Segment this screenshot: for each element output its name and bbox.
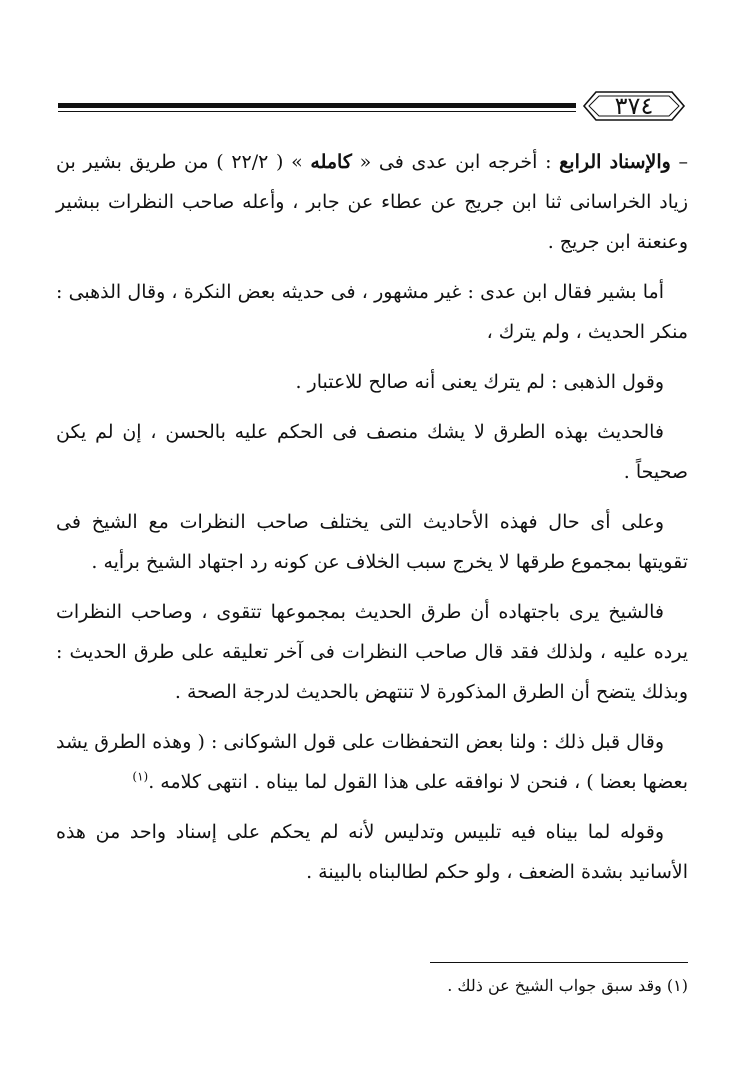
paragraph bbox=[56, 502, 688, 582]
paragraph-text: أما بشير فقال ابن عدى : غير مشهور ، فى حديثه بعض النكرة ، وقال الذهبى : منكر الحديث ، ولم يترك ، bbox=[56, 281, 688, 343]
paragraph bbox=[56, 142, 688, 262]
paragraph bbox=[56, 412, 688, 492]
paragraph-text: فالحديث بهذه الطرق لا يشك منصف فى الحكم عليه بالحسن ، إن لم يكن صحيحاً . bbox=[56, 421, 688, 483]
header-rule-thin bbox=[58, 111, 576, 112]
main-text bbox=[56, 142, 688, 902]
footnote-text: (١) وقد سبق جواب الشيخ عن ذلك . bbox=[447, 976, 688, 995]
footnote-reference[interactable]: (١) bbox=[132, 769, 149, 784]
page-number: ٣٧٤ bbox=[614, 92, 654, 120]
page-header bbox=[58, 88, 688, 124]
paragraph-lead: – bbox=[670, 151, 689, 173]
paragraph bbox=[56, 272, 688, 352]
section-heading: والإسناد الرابع bbox=[559, 151, 671, 173]
paragraph-text: : أخرجه ابن عدى فى « bbox=[351, 151, 560, 173]
paragraph-text: فالشيخ يرى باجتهاده أن طرق الحديث بمجموعها تتقوى ، وصاحب النظرات يرده عليه ، ولذلك فقد قال صاحب النظرات فى آخر تعليقه على طرق الحديث : وبذلك يتضح أن الطرق المذكورة لا تنتهض بالحديث لدرجة الصحة . bbox=[56, 601, 688, 703]
paragraph bbox=[56, 812, 688, 892]
paragraph bbox=[56, 362, 688, 402]
paragraph-text: وقول الذهبى : لم يترك يعنى أنه صالح للاعتبار . bbox=[295, 371, 664, 393]
footnote bbox=[56, 972, 688, 1000]
book-title: كامله bbox=[310, 151, 352, 173]
paragraph-text: وقوله لما بيناه فيه تلبيس وتدليس لأنه لم يحكم على إسناد واحد من هذه الأسانيد بشدة الضعف ، ولو حكم لطالبناه بالبينة . bbox=[56, 821, 688, 883]
paragraph bbox=[56, 592, 688, 712]
page-number-badge bbox=[580, 88, 688, 124]
paragraph bbox=[56, 722, 688, 802]
paragraph-text: وقال قبل ذلك : ولنا بعض التحفظات على قول الشوكانى : ( وهذه الطرق يشد بعضها بعضا ) ، فنحن لا نوافقه على هذا القول لما بيناه . انتهى كلامه . bbox=[56, 731, 688, 793]
header-rule-thick bbox=[58, 103, 576, 108]
footnote-divider bbox=[430, 962, 688, 963]
paragraph-text: وعلى أى حال فهذه الأحاديث التى يختلف صاحب النظرات مع الشيخ فى تقويتها بمجموع طرقها لا يخرج سبب الخلاف عن كونه رد اجتهاد الشيخ برأيه . bbox=[56, 511, 688, 573]
paragraph-text: » ( ٢٢/٢ ) من طريق بشير بن زياد الخراسانى ثنا ابن جريج عن عطاء عن جابر ، وأعله صاحب النظرات ببشير وعنعنة ابن جريج . bbox=[56, 151, 688, 253]
